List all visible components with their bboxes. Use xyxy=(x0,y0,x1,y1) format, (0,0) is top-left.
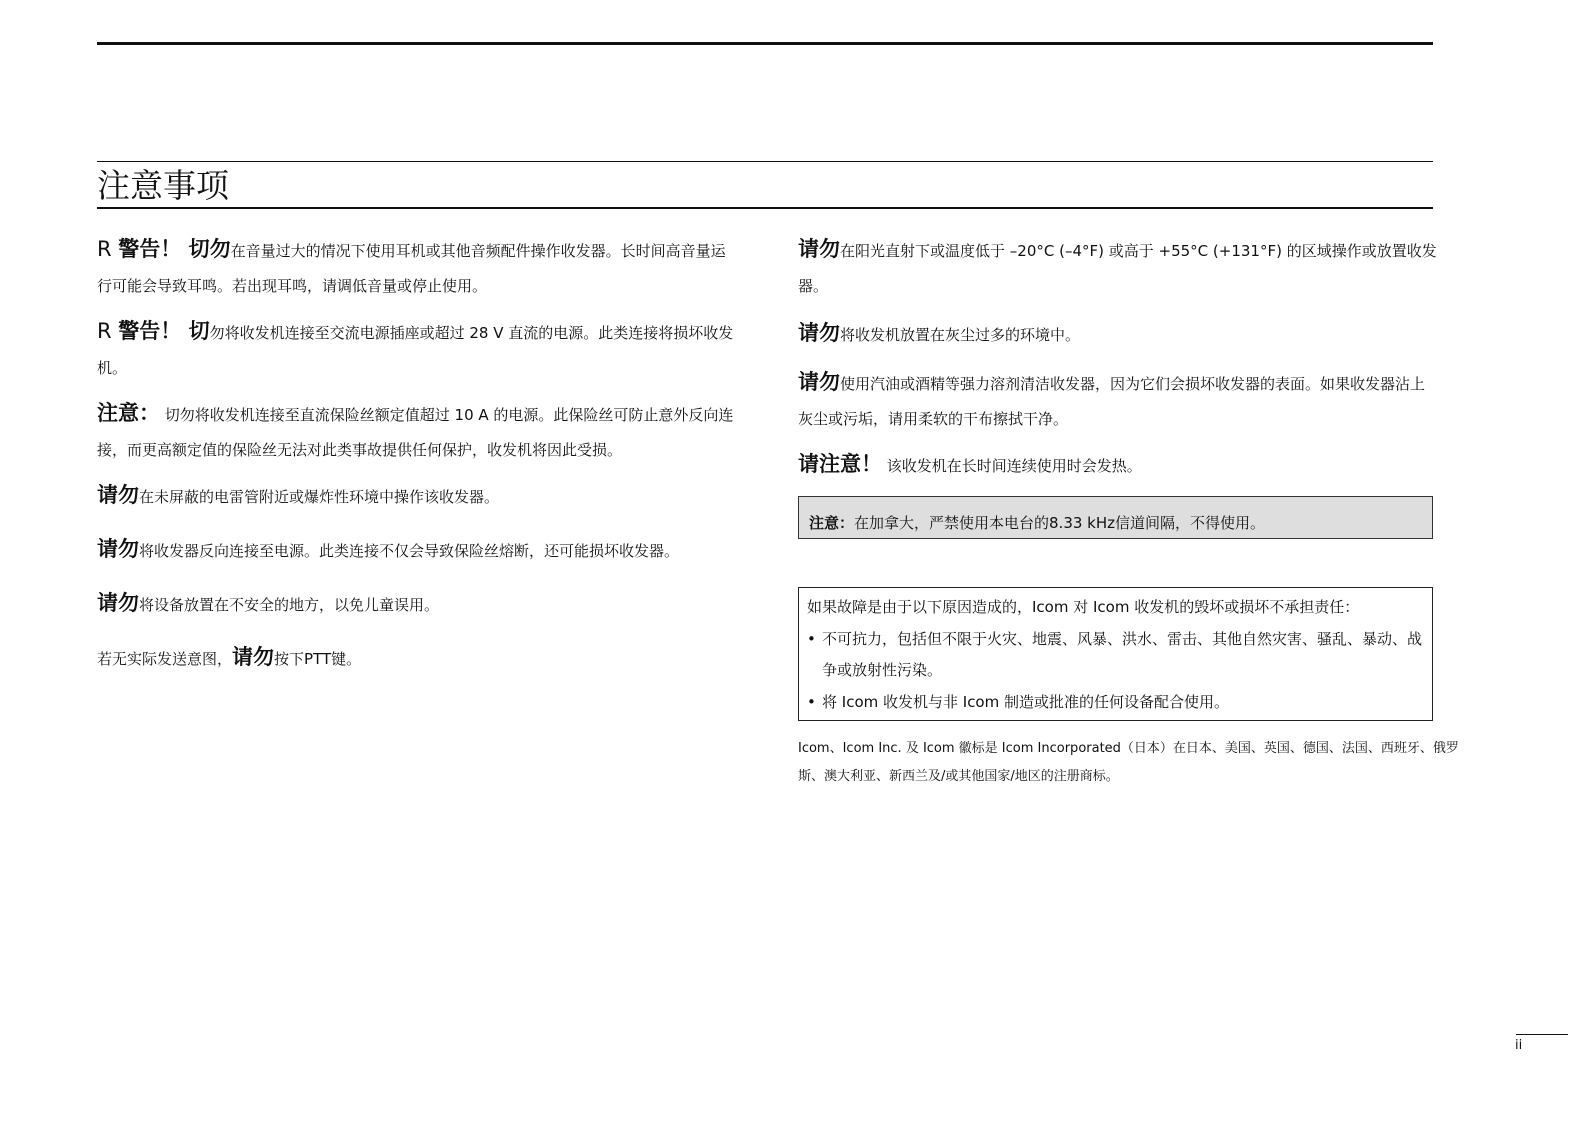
disclaimer-item-text: 不可抗力，包括但不限于火灾、地震、风暴、洪水、雷击、其他自然灾害、骚乱、暴动、战争或放射性污染。 xyxy=(822,629,1423,679)
bullet-icon: • xyxy=(807,629,816,648)
donot-keyword: 请勿 xyxy=(798,237,840,261)
page-number-rule xyxy=(1516,1034,1568,1035)
donot-keyword: 请勿 xyxy=(232,645,275,669)
bullet-icon: • xyxy=(807,692,816,711)
title-rule-bottom xyxy=(97,207,1433,209)
donot-keyword: 请勿 xyxy=(97,483,139,507)
disclaimer-intro: 如果故障是由于以下原因造成的，Icom 对 Icom 收发机的毁坏或损坏不承担责任： xyxy=(807,598,1360,616)
caution-fuse xyxy=(97,396,737,468)
warning-ac-power xyxy=(97,314,737,386)
donot-keyword: 请勿 xyxy=(798,321,840,345)
note-text: 在加拿大，严禁使用本电台的8.33 kHz信道间隔，不得使用。 xyxy=(854,514,1266,532)
ptt-lead: 若无实际发送意图， xyxy=(97,650,233,668)
caution-keyword: 注意： xyxy=(97,401,160,425)
page-number: ii xyxy=(1515,1038,1523,1053)
donot-text: 在未屏蔽的电雷管附近或爆炸性环境中操作该收发器。 xyxy=(139,488,500,506)
donot-keyword: 请勿 xyxy=(97,591,139,615)
donot-text: 将收发器反向连接至电源。此类连接不仅会导致保险丝熔断，还可能损坏收发器。 xyxy=(139,542,680,560)
donot-explosive xyxy=(97,478,737,515)
warning-keyword: 警告！ 切勿 xyxy=(118,237,231,261)
note-label: 注意： xyxy=(809,514,855,532)
donot-text: 将设备放置在不安全的地方，以免儿童误用。 xyxy=(139,596,440,614)
canada-note-box xyxy=(798,496,1433,539)
donot-solvents xyxy=(798,365,1438,437)
donot-text: 将收发机放置在灰尘过多的环境中。 xyxy=(840,326,1081,344)
donot-keyword: 请勿 xyxy=(798,370,840,394)
trademark-notice: Icom、Icom Inc. 及 Icom 徽标是 Icom Incorporated（日本）在日本、美国、英国、德国、法国、西班牙、俄罗斯、澳大利亚、新西兰及/或其他国家/地区的注册商标。 xyxy=(798,741,1459,784)
note-keyword: 请注意！ xyxy=(798,452,882,476)
donot-text: 在阳光直射下或温度低于 –20°C (–4°F) 或高于 +55°C (+131°F) 的区域操作或放置收发器。 xyxy=(798,242,1437,295)
warning-headphones xyxy=(97,232,737,304)
donot-dust xyxy=(798,316,1438,353)
disclaimer-box xyxy=(798,587,1433,721)
right-column xyxy=(798,232,1459,791)
donot-children xyxy=(97,586,737,623)
donot-ptt xyxy=(97,640,737,677)
warning-text: 在音量过大的情况下使用耳机或其他音频配件操作收发器。长时间高音量运行可能会导致耳鸣。若出现耳鸣，请调低音量或停止使用。 xyxy=(97,242,726,295)
donot-text: 按下PTT键。 xyxy=(274,650,362,668)
note-heat xyxy=(798,447,1438,484)
disclaimer-item xyxy=(807,624,1424,687)
page-title: 注意事项 xyxy=(97,166,229,205)
disclaimer-item-text: 将 Icom 收发机与非 Icom 制造或批准的任何设备配合使用。 xyxy=(822,692,1229,711)
donot-temperature xyxy=(798,232,1438,304)
donot-keyword: 请勿 xyxy=(97,537,139,561)
disclaimer-item xyxy=(807,687,1424,719)
left-column xyxy=(97,232,737,687)
warning-keyword: 警告！ 切 xyxy=(118,319,210,343)
warning-symbol: R xyxy=(97,319,119,343)
warning-symbol: R xyxy=(97,237,119,261)
donot-text: 使用汽油或酒精等强力溶剂清洁收发器，因为它们会损坏收发器的表面。如果收发器沾上灰尘或污垢，请用柔软的干布擦拭干净。 xyxy=(798,375,1426,428)
title-rule-top xyxy=(97,161,1433,162)
warning-text: 勿将收发机连接至交流电源插座或超过 28 V 直流的电源。此类连接将损坏收发机。 xyxy=(97,324,734,377)
header-rule xyxy=(97,42,1433,45)
note-text: 该收发机在长时间连续使用时会发热。 xyxy=(882,457,1142,475)
caution-text: 切勿将收发机连接至直流保险丝额定值超过 10 A 的电源。此保险丝可防止意外反向连接，而更高额定值的保险丝无法对此类事故提供任何保护，收发机将因此受损。 xyxy=(97,406,734,459)
donot-reverse xyxy=(97,532,737,569)
